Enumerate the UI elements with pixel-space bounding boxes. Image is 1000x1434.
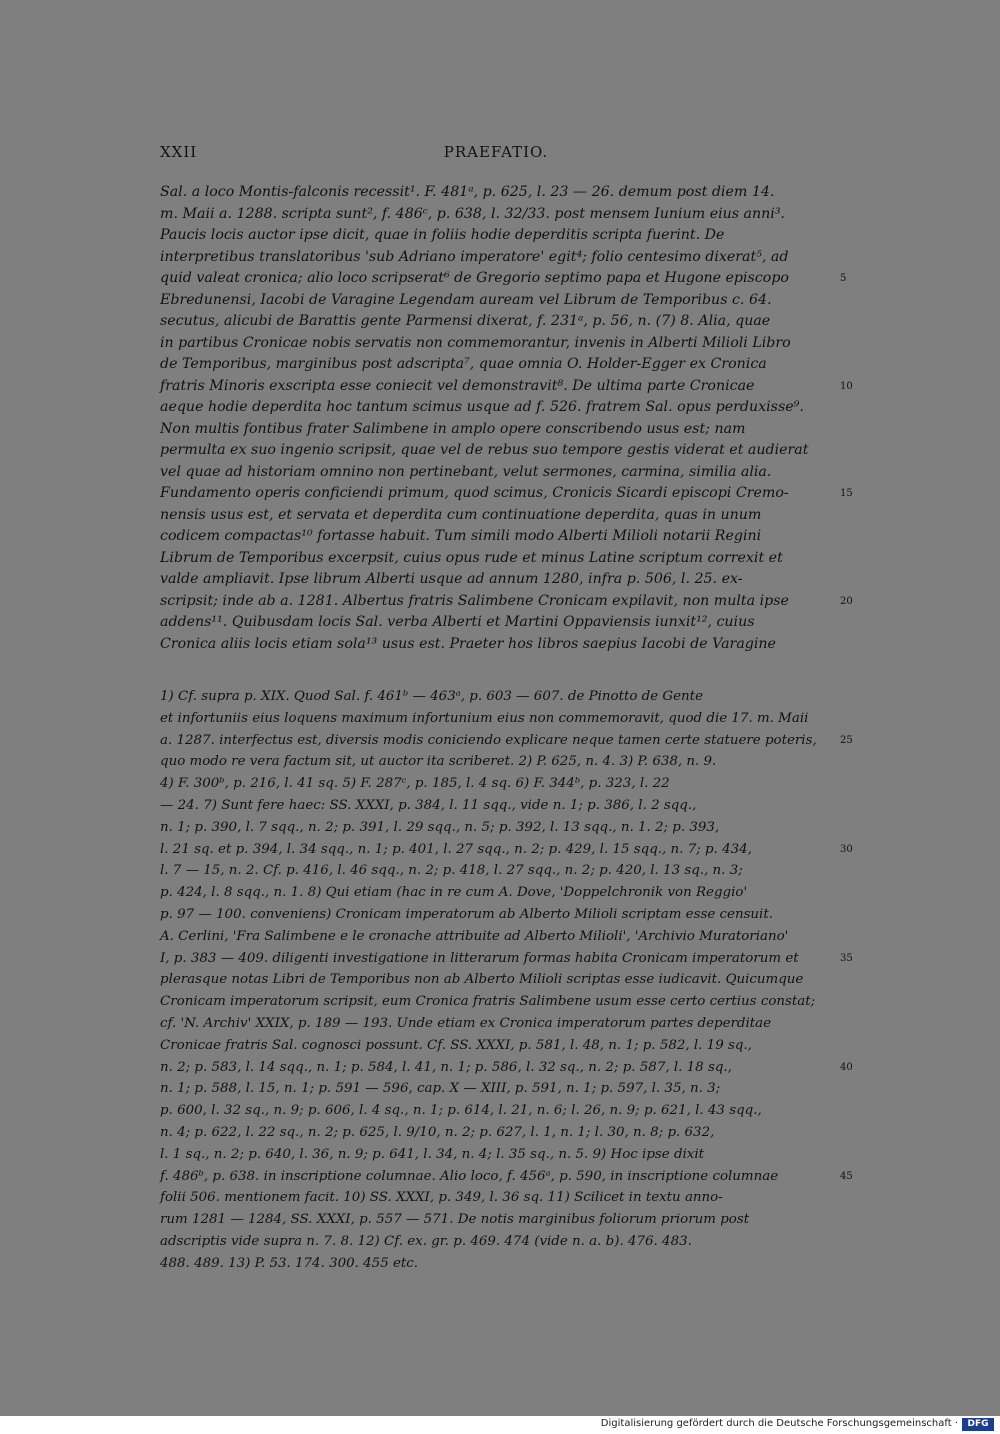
text-line-text: m. Maii a. 1288. scripta sunt², f. 486ᶜ, p. 638, l. 32/33. post mensem Iunium eius anni³. — [160, 205, 786, 222]
text-line-text: Fundamento operis conficiendi primum, quod scimus, Cronicis Sicardi episcopi Cremo- — [160, 485, 789, 501]
footnote-line-text: n. 4; p. 622, l. 22 sq., n. 2; p. 625, l. 9/10, n. 2; p. 627, l. 1, n. 1; l. 30, n. 8; p. 632, — [160, 1124, 715, 1140]
text-line — [160, 290, 832, 312]
footnote-line — [160, 1144, 832, 1166]
footnote-line — [160, 751, 832, 773]
text-line — [160, 419, 832, 441]
footnote-line — [160, 1166, 853, 1188]
text-line — [160, 333, 832, 355]
footnote-line-text: f. 486ᵇ, p. 638. in inscriptione columnae. Alio loco, f. 456ᵃ, p. 590, in inscriptione columnae — [160, 1168, 779, 1184]
footnote-line — [160, 1057, 853, 1079]
footnote-line — [160, 1253, 832, 1275]
footnote-line — [160, 1122, 832, 1144]
text-line-text: addens¹¹. Quibusdam locis Sal. verba Alberti et Martini Oppaviensis iunxit¹², cuius — [160, 614, 755, 630]
footnote-line-text: n. 2; p. 583, l. 14 sqq., n. 1; p. 584, l. 41, n. 1; p. 586, l. 32 sq., n. 2; p. 587, l. 18 sq., — [160, 1059, 732, 1075]
footnote-line-text: n. 1; p. 588, l. 15, n. 1; p. 591 — 596, cap. X — XIII, p. 591, n. 1; p. 597, l. 35, n. 3; — [160, 1081, 721, 1097]
footnote-line-text: et infortuniis eius loquens maximum infortunium eius non commemoravit, quod die 17. m. Maii — [160, 710, 809, 726]
dfg-logo: DFG — [962, 1418, 994, 1431]
text-line — [160, 483, 853, 505]
text-line-text: nensis usus est, et servata et deperdita cum continuatione deperdita, quas in unum — [160, 506, 762, 523]
text-line — [160, 634, 832, 656]
text-line-text: Ebredunensi, Iacobi de Varagine Legendam auream vel Librum de Temporibus c. 64. — [160, 291, 772, 308]
text-line-text: Non multis fontibus frater Salimbene in amplo opere conscribendo usus est; nam — [160, 420, 746, 437]
text-line — [160, 526, 832, 548]
footnote-line-text: 488. 489. 13) P. 53. 174. 300. 455 etc. — [160, 1255, 419, 1271]
footnote-line-text: p. 600, l. 32 sq., n. 9; p. 606, l. 4 sq., n. 1; p. 614, l. 21, n. 6; l. 26, n. 9; p. 621, l. 43 sqq., — [160, 1103, 762, 1119]
text-line-text: permulta ex suo ingenio scripsit, quae vel de rebus suo tempore gestis viderat et audierat — [160, 442, 809, 458]
footnote-line-text: 1) Cf. supra p. XIX. Quod Sal. f. 461ᵇ — 463ᵃ, p. 603 — 607. de Pinotto de Gente — [160, 689, 703, 704]
footnote-line — [160, 686, 832, 708]
text-line — [160, 204, 832, 226]
text-line-text: de Temporibus, marginibus post adscripta⁷, quae omnia O. Holder-Egger ex Cronica — [160, 356, 767, 372]
footnote-line — [160, 1100, 832, 1122]
text-line — [160, 505, 832, 527]
line-number: 35 — [840, 952, 853, 964]
text-line-text: valde ampliavit. Ipse librum Alberti usque ad annum 1280, infra p. 506, l. 25. ex- — [160, 571, 743, 587]
text-line — [160, 462, 832, 484]
text-line — [160, 354, 832, 376]
footnote-line-text: l. 7 — 15, n. 2. Cf. p. 416, l. 46 sqq., n. 2; p. 418, l. 27 sqq., n. 2; p. 420, l. 13 sq., n. 3; — [160, 863, 743, 879]
text-line — [160, 311, 832, 333]
text-line — [160, 397, 832, 419]
funding-credit: Digitalisierung gefördert durch die Deutsche Forschungsgemeinschaft · — [600, 1418, 958, 1429]
footnote-line-text: n. 1; p. 390, l. 7 sqq., n. 2; p. 391, l. 29 sqq., n. 5; p. 392, l. 13 sqq., n. 1. 2; p. 393, — [160, 819, 720, 835]
line-number: 30 — [840, 843, 853, 855]
footnote-line-text: quo modo re vera factum sit, ut auctor ita scriberet. 2) P. 625, n. 4. 3) P. 638, n. 9. — [160, 754, 717, 770]
footnote-line-text: plerasque notas Libri de Temporibus non ab Alberto Milioli scriptas esse iudicavit. Quicumque — [160, 972, 804, 988]
text-line — [160, 440, 832, 462]
page-number: XXII — [160, 143, 198, 161]
footnote-line-text: l. 21 sq. et p. 394, l. 34 sqq., n. 1; p. 401, l. 27 sqq., n. 2; p. 429, l. 15 sqq., n. 7; p. 434, — [160, 841, 752, 857]
footnote-line-text: p. 97 — 100. conveniens) Cronicam imperatorum ab Alberto Milioli scriptam esse censuit. — [160, 906, 773, 922]
footnote-line — [160, 795, 832, 817]
footnote-line-text: cf. 'N. Archiv' XXIX, p. 189 — 193. Unde etiam ex Cronica imperatorum partes deperditae — [160, 1015, 772, 1031]
footnote-line — [160, 817, 832, 839]
text-line — [160, 225, 832, 247]
footnote-line-text: — 24. 7) Sunt fere haec: SS. XXXI, p. 384, l. 11 sqq., vide n. 1; p. 386, l. 2 sqq., — [160, 797, 697, 813]
footnote-line — [160, 1013, 832, 1035]
line-number: 45 — [840, 1170, 853, 1182]
footnote-line-text: A. Cerlini, 'Fra Salimbene e le cronache attribuite ad Alberto Milioli', 'Archivio Muratoriano' — [160, 928, 789, 944]
footnotes — [160, 686, 853, 1275]
footnote-line — [160, 1035, 832, 1057]
footnote-line-text: 4) F. 300ᵇ, p. 216, l. 41 sq. 5) F. 287ᶜ, p. 185, l. 4 sq. 6) F. 344ᵇ, p. 323, l. 22 — [160, 776, 670, 792]
footnote-line — [160, 860, 832, 882]
text-line — [160, 376, 853, 398]
running-title: PRAEFATIO. — [443, 143, 549, 161]
footnote-line — [160, 1209, 832, 1231]
footnote-line — [160, 1231, 832, 1253]
footnote-line — [160, 948, 853, 970]
text-line — [160, 268, 847, 290]
text-line-text: Cronica aliis locis etiam sola¹³ usus est. Praeter hos libros saepius Iacobi de Varagine — [160, 635, 776, 652]
footnote-line-text: l. 1 sq., n. 2; p. 640, l. 36, n. 9; p. 641, l. 34, n. 4; l. 35 sq., n. 5. 9) Hoc ipse dixit — [160, 1146, 705, 1162]
text-line-text: interpretibus translatoribus 'sub Adriano imperatore' egit⁴; folio centesimo dixerat⁵, ad — [160, 248, 789, 265]
footnote-line-text: adscriptis vide supra n. 7. 8. 12) Cf. ex. gr. p. 469. 474 (vide n. a. b). 476. 483. — [160, 1233, 692, 1249]
footnote-line-text: p. 424, l. 8 sqq., n. 1. 8) Qui etiam (hac in re cum A. Dove, 'Doppelchronik von Reggio' — [160, 885, 748, 901]
main-text — [160, 182, 853, 655]
line-number: 40 — [840, 1061, 853, 1073]
text-line-text: in partibus Cronicae nobis servatis non commemorantur, invenis in Alberti Milioli Libro — [160, 334, 791, 351]
text-line — [160, 548, 832, 570]
digitization-footer — [0, 1416, 1000, 1434]
line-number: 5 — [840, 273, 847, 284]
text-line-text: scripsit; inde ab a. 1281. Albertus fratris Salimbene Cronicam expilavit, non multa ipse — [160, 592, 789, 609]
text-line-text: Librum de Temporibus excerpsit, cuius opus rude et minus Latine scriptum correxit et — [160, 549, 783, 566]
footnote-line — [160, 882, 832, 904]
footnote-line — [160, 773, 832, 795]
footnote-line — [160, 969, 832, 991]
text-line-text: quid valeat cronica; alio loco scripserat⁶ de Gregorio septimo papa et Hugone episcopo — [160, 270, 789, 286]
footnote-line — [160, 708, 832, 730]
text-line-text: secutus, alicubi de Barattis gente Parmensi dixerat, f. 231ᵃ, p. 56, n. (7) 8. Alia, quae — [160, 313, 771, 329]
footnote-line-text: rum 1281 — 1284, SS. XXXI, p. 557 — 571. De notis marginibus foliorum priorum post — [160, 1212, 750, 1228]
line-number: 15 — [840, 488, 853, 499]
line-number: 10 — [840, 380, 853, 392]
footnote-line-text: I, p. 383 — 409. diligenti investigatione in litterarum formas habita Cronicam imperatorum et — [160, 950, 799, 966]
text-line-text: vel quae ad historiam omnino non pertinebant, velut sermones, carmina, similia alia. — [160, 463, 772, 480]
footnote-line-text: Cronicam imperatorum scripsit, eum Cronica fratris Salimbene usum esse certo certius constat; — [160, 994, 816, 1010]
line-number: 20 — [840, 595, 853, 607]
text-line-text: aeque hodie deperdita hoc tantum scimus usque ad f. 526. fratrem Sal. opus perduxisse⁹. — [160, 399, 804, 415]
footnote-line — [160, 904, 832, 926]
footnote-line — [160, 839, 853, 861]
text-line — [160, 182, 832, 204]
text-line-text: fratris Minoris exscripta esse coniecit vel demonstravit⁸. De ultima parte Cronicae — [160, 377, 755, 394]
footnote-line — [160, 926, 832, 948]
text-line — [160, 612, 832, 634]
footnote-line-text: folii 506. mentionem facit. 10) SS. XXXI, p. 349, l. 36 sq. 11) Scilicet in textu anno- — [160, 1190, 723, 1206]
text-line-text: Paucis locis auctor ipse dicit, quae in foliis hodie deperditis scripta fuerint. De — [160, 227, 725, 243]
footnote-line — [160, 1187, 832, 1209]
footnote-line — [160, 991, 832, 1013]
footnote-line-text: a. 1287. interfectus est, diversis modis coniciendo explicare neque tamen certe statuere poteris, — [160, 732, 817, 748]
text-line — [160, 569, 832, 591]
footnote-line — [160, 1078, 832, 1100]
text-line-text: Sal. a loco Montis-falconis recessit¹. F. 481ᵃ, p. 625, l. 23 — 26. demum post diem 14. — [160, 184, 775, 200]
page-header — [160, 143, 832, 169]
text-line — [160, 247, 832, 269]
footnote-line — [160, 730, 853, 752]
text-line-text: codicem compactas¹⁰ fortasse habuit. Tum simili modo Alberti Milioli notarii Regini — [160, 528, 762, 544]
footnote-line-text: Cronicae fratris Sal. cognosci possunt. Cf. SS. XXXI, p. 581, l. 48, n. 1; p. 582, l. 19 sq., — [160, 1037, 752, 1053]
line-number: 25 — [840, 734, 853, 746]
text-line — [160, 591, 853, 613]
